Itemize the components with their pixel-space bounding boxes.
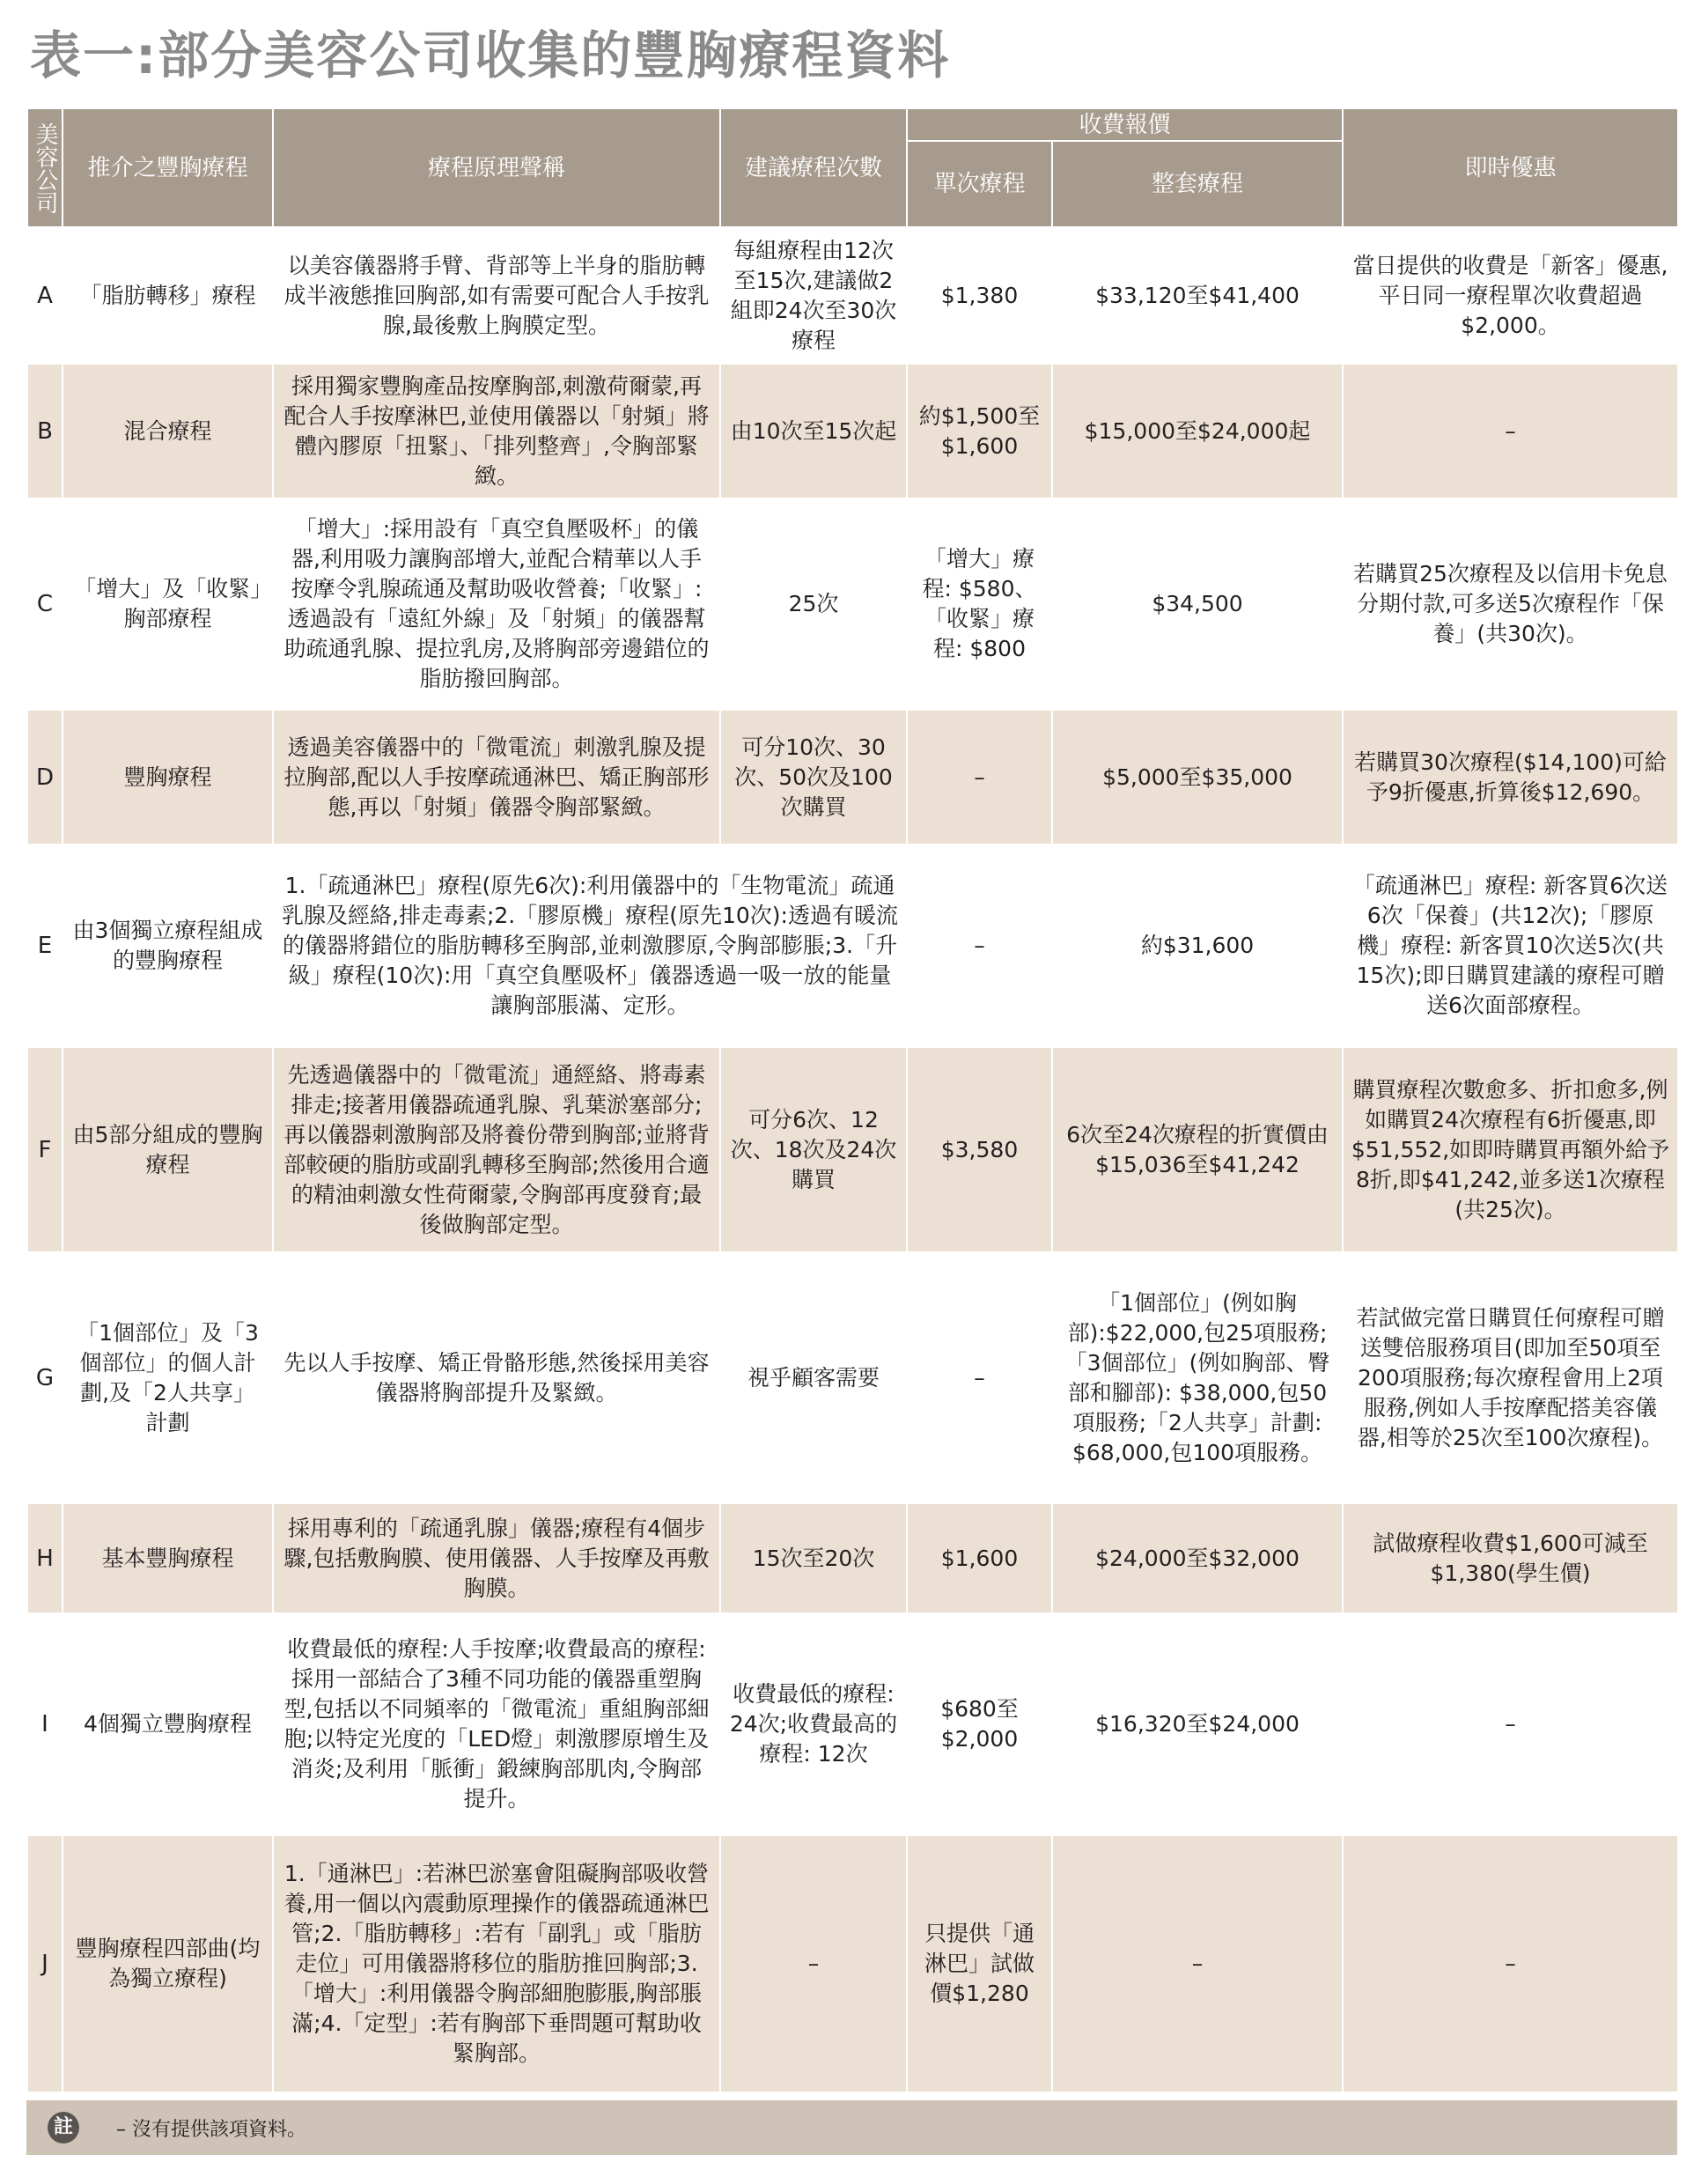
footnote-text: – 沒有提供該項資料。 xyxy=(116,2118,306,2141)
sessions-cell: 每組療程由12次至15次,建議做2組即24次至30次療程 xyxy=(720,227,907,364)
treatment-cell: 「1個部位」及「3個部位」的個人計劃,及「2人共享」計劃 xyxy=(63,1252,273,1503)
offer-cell: – xyxy=(1343,1835,1678,2092)
company-cell: H xyxy=(27,1503,63,1613)
package-price-cell: 約$31,600 xyxy=(1052,845,1343,1047)
header-sessions: 建議療程次數 xyxy=(720,108,907,227)
offer-cell: 試做療程收費$1,600可減至$1,380(學生價) xyxy=(1343,1503,1678,1613)
single-price-cell: 「增大」療程: $580、「收緊」療程: $800 xyxy=(907,498,1052,710)
single-price-cell: $1,600 xyxy=(907,1503,1052,1613)
treatment-cell: 由3個獨立療程組成的豐胸療程 xyxy=(63,845,273,1047)
treatment-cell: 「脂肪轉移」療程 xyxy=(63,227,273,364)
company-cell: E xyxy=(27,845,63,1047)
treatment-cell: 4個獨立豐胸療程 xyxy=(63,1613,273,1835)
header-principle: 療程原理聲稱 xyxy=(273,108,720,227)
page-title: 表一:部分美容公司收集的豐胸療程資料 xyxy=(30,26,951,85)
single-price-cell: 只提供「通淋巴」試做價$1,280 xyxy=(907,1835,1052,2092)
principle-cell: 1.「疏通淋巴」療程(原先6次):利用儀器中的「生物電流」疏通乳腺及經絡,排走毒素;2.「膠原機」療程(原先10次):透過有暖流的儀器將錯位的脂肪轉移至胸部,並刺激膠原,令胸部膨脹;3.「升級」療程(10次):用「真空負壓吸杯」儀器透過一吸一放的能量讓胸部脹滿、定形。 xyxy=(273,845,907,1047)
company-cell: I xyxy=(27,1613,63,1835)
offer-cell: 當日提供的收費是「新客」優惠,平日同一療程單次收費超過$2,000。 xyxy=(1343,227,1678,364)
company-cell: C xyxy=(27,498,63,710)
single-price-cell: $680至$2,000 xyxy=(907,1613,1052,1835)
sessions-cell: 由10次至15次起 xyxy=(720,364,907,498)
company-cell: B xyxy=(27,364,63,498)
treatment-table xyxy=(26,107,1679,2093)
table-row xyxy=(27,1252,1678,1503)
table-row xyxy=(27,710,1678,845)
company-cell: A xyxy=(27,227,63,364)
header-company: 美容公司 xyxy=(27,108,63,227)
footnote-bar xyxy=(26,2100,1677,2155)
note-icon: 註 xyxy=(48,2112,79,2143)
sessions-cell: – xyxy=(720,1835,907,2092)
treatment-cell: 「增大」及「收緊」胸部療程 xyxy=(63,498,273,710)
treatment-cell: 豐胸療程 xyxy=(63,710,273,845)
package-price-cell: $16,320至$24,000 xyxy=(1052,1613,1343,1835)
package-price-cell: $34,500 xyxy=(1052,498,1343,710)
treatment-cell: 豐胸療程四部曲(均為獨立療程) xyxy=(63,1835,273,2092)
sessions-cell: 可分6次、12次、18次及24次購買 xyxy=(720,1047,907,1252)
sessions-cell: 可分10次、30次、50次及100次購買 xyxy=(720,710,907,845)
header-offer: 即時優惠 xyxy=(1343,108,1678,227)
header-package: 整套療程 xyxy=(1052,141,1343,227)
package-price-cell: – xyxy=(1052,1835,1343,2092)
treatment-cell: 由5部分組成的豐胸療程 xyxy=(63,1047,273,1252)
company-cell: F xyxy=(27,1047,63,1252)
company-cell: G xyxy=(27,1252,63,1503)
principle-cell: 採用獨家豐胸產品按摩胸部,刺激荷爾蒙,再配合人手按摩淋巴,並使用儀器以「射頻」將體內膠原「扭緊」、「排列整齊」,令胸部緊緻。 xyxy=(273,364,720,498)
offer-cell: 若試做完當日購買任何療程可贈送雙倍服務項目(即加至50項至200項服務;每次療程會用上2項服務,例如人手按摩配搭美容儀器,相等於25次至100次療程)。 xyxy=(1343,1252,1678,1503)
table-row xyxy=(27,1503,1678,1613)
principle-cell: 透過美容儀器中的「微電流」刺激乳腺及提拉胸部,配以人手按摩疏通淋巴、矯正胸部形態,再以「射頻」儀器令胸部緊緻。 xyxy=(273,710,720,845)
principle-cell: 先透過儀器中的「微電流」通經絡、將毒素排走;接著用儀器疏通乳腺、乳葉淤塞部分;再以儀器刺激胸部及將養份帶到胸部;並將背部較硬的脂肪或副乳轉移至胸部;然後用合適的精油刺激女性荷爾蒙,令胸部再度發育;最後做胸部定型。 xyxy=(273,1047,720,1252)
principle-cell: 收費最低的療程:人手按摩;收費最高的療程:採用一部結合了3種不同功能的儀器重塑胸型,包括以不同頻率的「微電流」重組胸部細胞;以特定光度的「LED燈」刺激膠原增生及消炎;及利用「脈衝」鍛練胸部肌肉,令胸部提升。 xyxy=(273,1613,720,1835)
header-treatment: 推介之豐胸療程 xyxy=(63,108,273,227)
table-row xyxy=(27,845,1678,1047)
offer-cell: 若購買25次療程及以信用卡免息分期付款,可多送5次療程作「保養」(共30次)。 xyxy=(1343,498,1678,710)
table-row xyxy=(27,1613,1678,1835)
package-price-cell: 「1個部位」(例如胸部):$22,000,包25項服務;「3個部位」(例如胸部、臀部和腳部): $38,000,包50項服務;「2人共享」計劃: $68,000,包100項服務。 xyxy=(1052,1252,1343,1503)
offer-cell: – xyxy=(1343,1613,1678,1835)
table-row xyxy=(27,227,1678,364)
treatment-cell: 基本豐胸療程 xyxy=(63,1503,273,1613)
principle-cell: 1.「通淋巴」:若淋巴淤塞會阻礙胸部吸收營養,用一個以內震動原理操作的儀器疏通淋巴管;2.「脂肪轉移」:若有「副乳」或「脂肪走位」可用儀器將移位的脂肪推回胸部;3.「增大」:利用儀器令胸部細胞膨脹,胸部脹滿;4.「定型」:若有胸部下垂問題可幫助收緊胸部。 xyxy=(273,1835,720,2092)
principle-cell: 先以人手按摩、矯正骨骼形態,然後採用美容儀器將胸部提升及緊緻。 xyxy=(273,1252,720,1503)
offer-cell: 購買療程次數愈多、折扣愈多,例如購買24次療程有6折優惠,即$51,552,如即時購買再額外給予8折,即$41,242,並多送1次療程(共25次)。 xyxy=(1343,1047,1678,1252)
package-price-cell: 6次至24次療程的折實價由$15,036至$41,242 xyxy=(1052,1047,1343,1252)
company-cell: D xyxy=(27,710,63,845)
sessions-cell: 收費最低的療程: 24次;收費最高的療程: 12次 xyxy=(720,1613,907,1835)
offer-cell: 「疏通淋巴」療程: 新客買6次送6次「保養」(共12次);「膠原機」療程: 新客買10次送5次(共15次);即日購買建議的療程可贈送6次面部療程。 xyxy=(1343,845,1678,1047)
company-cell: J xyxy=(27,1835,63,2092)
single-price-cell: – xyxy=(907,1252,1052,1503)
principle-cell: 採用專利的「疏通乳腺」儀器;療程有4個步驟,包括敷胸膜、使用儀器、人手按摩及再敷胸膜。 xyxy=(273,1503,720,1613)
header-price-group: 收費報價 xyxy=(907,108,1343,141)
single-price-cell: 約$1,500至$1,600 xyxy=(907,364,1052,498)
table-row xyxy=(27,1835,1678,2092)
package-price-cell: $24,000至$32,000 xyxy=(1052,1503,1343,1613)
sessions-cell: 視乎顧客需要 xyxy=(720,1252,907,1503)
offer-cell: 若購買30次療程($14,100)可給予9折優惠,折算後$12,690。 xyxy=(1343,710,1678,845)
principle-cell: 「增大」:採用設有「真空負壓吸杯」的儀器,利用吸力讓胸部增大,並配合精華以人手按摩令乳腺疏通及幫助吸收營養;「收緊」:透過設有「遠紅外線」及「射頻」的儀器幫助疏通乳腺、提拉乳房,及將胸部旁邊錯位的脂肪撥回胸部。 xyxy=(273,498,720,710)
header-single: 單次療程 xyxy=(907,141,1052,227)
treatment-cell: 混合療程 xyxy=(63,364,273,498)
package-price-cell: $33,120至$41,400 xyxy=(1052,227,1343,364)
single-price-cell: $1,380 xyxy=(907,227,1052,364)
table-row xyxy=(27,498,1678,710)
single-price-cell: $3,580 xyxy=(907,1047,1052,1252)
package-price-cell: $15,000至$24,000起 xyxy=(1052,364,1343,498)
single-price-cell: – xyxy=(907,710,1052,845)
table-row xyxy=(27,364,1678,498)
package-price-cell: $5,000至$35,000 xyxy=(1052,710,1343,845)
sessions-cell: 15次至20次 xyxy=(720,1503,907,1613)
offer-cell: – xyxy=(1343,364,1678,498)
single-price-cell: – xyxy=(907,845,1052,1047)
sessions-cell: 25次 xyxy=(720,498,907,710)
table-row xyxy=(27,1047,1678,1252)
principle-cell: 以美容儀器將手臂、背部等上半身的脂肪轉成半液態推回胸部,如有需要可配合人手按乳腺,最後敷上胸膜定型。 xyxy=(273,227,720,364)
